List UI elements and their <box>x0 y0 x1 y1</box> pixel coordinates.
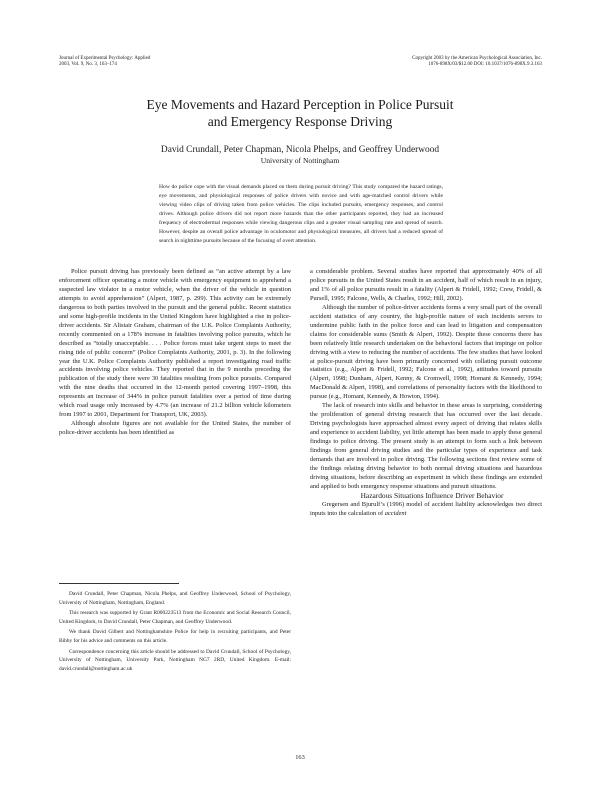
paper-title: Eye Movements and Hazard Perception in Police Pursuit and Emergency Response Driving <box>146 97 454 129</box>
body-paragraph: The lack of research into skills and behavior in these areas is surprising, considering the proliferation of general driving research that has occurred over the last decade. Driving psychologists have approached almost every aspect of driving that relates skills and experience to accident liability, yet little attempt has been made to apply these general findings to police driving. The present study is an attempt to form such a link between findings from general driving studies and the particular types of experience and task demands that are involved in police driving. The following sections first review some of the findings relating driving behavior to both normal driving situations and hazardous driving situations, before describing an experiment in which these findings are extended and applied to both emergency response situations and pursuit situations. <box>310 402 542 490</box>
footnote-acknowledgments: We thank David Gilbert and Nottinghamshire Police for help in recruiting participants, and Peter Bibby for his advice and comments on this article. <box>59 629 291 644</box>
section-heading: Hazardous Situations Influence Driver Behavior <box>360 490 504 500</box>
copyright-header: Copyright 2003 by the American Psychological Association, Inc. 1076-898X/03/$12.00 DOI: 10.1037/1076-898X.9.3.163 <box>412 56 542 68</box>
affiliation: University of Nottingham <box>260 156 340 165</box>
footnote-correspondence: Correspondence concerning this article should be addressed to David Crundall, School of Psychology, University of Nottingham, University Park, Nottingham NG7 2RD, United Kingdom. E-mail: david.crundall@nottingham.ac.uk <box>59 648 291 672</box>
author-list: David Crundall, Peter Chapman, Nicola Phelps, and Geoffrey Underwood <box>160 145 440 155</box>
footnote-author-note: David Crundall, Peter Chapman, Nicola Phelps, and Geoffrey Underwood, School of Psychology, University of Nottingham, Nottingham, England. <box>59 591 291 606</box>
body-column-right <box>310 268 542 519</box>
footnote-divider <box>59 583 179 584</box>
abstract: How do police cope with the visual demands placed on them during pursuit driving? This study compared the hazard ratings, eye movements, and physiological responses of police drivers with novice and with age-matched control drivers while viewing video clips of driving taken from police vehicles. The clips included pursuits, emergency responses, and control drives. Although police drivers did not report more hazards than the other participants reported, they had an increased frequency of electrodermal responses while viewing dangerous clips and a greater visual sampling rate and spread of search. However, despite an overall police advantage in oculomotor and physiological measures, all drivers had a reduced spread of search in nighttime pursuits because of the focusing of overt attention. <box>159 184 443 244</box>
page-number: 163 <box>295 754 305 761</box>
footnote-funding: This research was supported by Grant R000223513 from the Economic and Social Research Council, United Kingdom, to David Crundall, Peter Chapman, and Geoffrey Underwood. <box>59 610 291 625</box>
journal-header: Journal of Experimental Psychology: Applied 2003, Vol. 9, No. 3, 163–174 <box>59 56 151 68</box>
body-paragraph: Police pursuit driving has previously been defined as “an active attempt by a law enforcement officer operating a motor vehicle with emergency equipment to apprehend a suspected law violator in a motor vehicle, when the driver of the vehicle in question attempts to avoid apprehension” (Alpert, 1987, p. 299). This activity can be extremely dangerous to both parties involved in the pursuit and the general public. Recent statistics and some high-profile incidents in the United Kingdom have highlighted a rise in police-driver accidents. Sir Alistair Graham, chairman of the U.K. Police Complaints Authority, recently commented on a 178% increase in fatalities involving police pursuits, which he described as “totally unacceptable. . . . Police forces must take urgent steps to meet the rising tide of public concern” (Police Complaints Authority, 2001, p. 3). In the following year the U.K. Police Complaints Authority published a report investigating road traffic accidents involving police vehicles. They reported that in the 9 months preceding the publication of the study there were 30 fatalities resulting from police pursuits. Compared with the nine deaths that occurred in the 12-month period covering 1997–1998, this represents an increase of 344% in police pursuit fatalities over a period of time during which road usage only increased by 4.7% (an increase of 21.2 billion vehicle kilometers from 1997 to 2001, Department for Transport, UK, 2003). <box>59 268 291 419</box>
body-column-left <box>59 268 291 438</box>
body-paragraph: Although absolute figures are not available for the United States, the number of police-driver accidents has been identified as <box>59 420 291 437</box>
body-paragraph: Although the number of police-driver accidents forms a very small part of the overall accident statistics of any country, the high-profile nature of such incidents serves to undermine public faith in the police force and can lead to litigation and compensation claims for considerable sums (Smith & Alpert, 1992). Despite these concerns there has been relatively little research undertaken on the behavioral factors that impinge on police driving with a view to reducing the number of accidents. The few studies that have looked at police-pursuit driving have been primarily concerned with collating pursuit outcome statistics (e.g., Alpert & Fridell, 1992; Falcone et al., 1992), attitudes toward pursuits (Alpert, 1998; Dunham, Alpert, Kenny, & Cromwell, 1998; Homant & Kennedy, 1994; MacDonald & Alpert, 1998), and correlations of personality factors with the likelihood to pursue (e.g., Homant, Kennedy, & Howton, 1994). <box>310 303 542 401</box>
italic-term: accident <box>384 509 407 517</box>
body-paragraph <box>310 501 542 519</box>
paragraph-text: Gregersen and Bjurulf’s (1996) model of accident liability acknowledges two direct inputs into the calculation of <box>310 500 542 517</box>
body-paragraph: a considerable problem. Several studies have reported that approximately 40% of all police pursuits in the United States result in an accident, half of which result in an injury, and 1% of all police pursuits result in a fatality (Alpert & Fridell, 1992; Crew, Fridell, & Pursell, 1995; Falcone, Wells, & Charles, 1992; Hill, 2002). <box>310 268 542 302</box>
footnotes <box>59 590 291 675</box>
